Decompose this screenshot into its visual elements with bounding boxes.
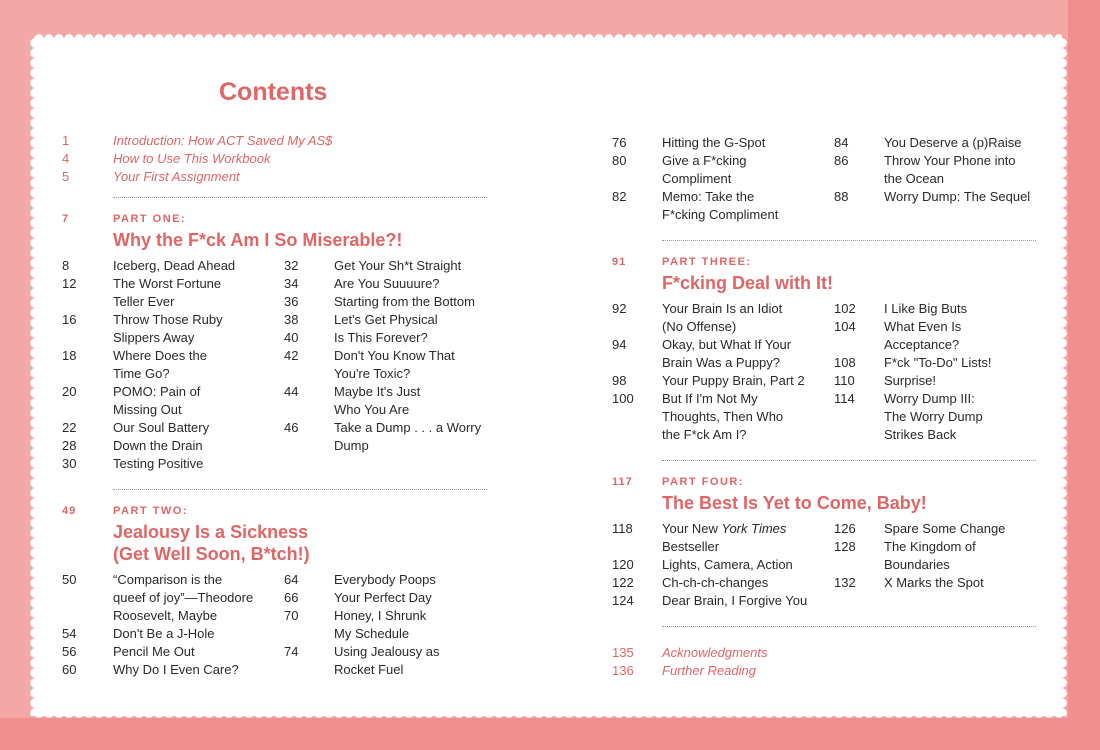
toc-page-number: 50 [62, 572, 77, 587]
toc-page-number: 108 [834, 355, 856, 370]
toc-entry[interactable]: Are You Suuuure? [334, 276, 440, 291]
toc-entry-acknowledgments[interactable]: Acknowledgments [662, 645, 768, 660]
toc-entry-text: Bestseller [662, 539, 720, 554]
toc-entry[interactable]: Memo: Take the F*cking Compliment [662, 189, 779, 222]
toc-entry[interactable]: Okay, but What If Your Brain Was a Puppy? [662, 337, 792, 370]
page-title: Contents [219, 78, 328, 106]
part-one-title[interactable]: Why the F*ck Am I So Miserable?! [113, 230, 403, 250]
toc-page-number: 135 [612, 645, 634, 660]
toc-page-number: 4 [62, 151, 70, 166]
toc-page-number: 124 [612, 593, 634, 608]
part-three-page: 91 [612, 256, 627, 268]
toc-entry[interactable]: Your Brain Is an Idiot (No Offense) [662, 301, 783, 334]
border-band-right [1068, 0, 1100, 750]
toc-page-number: 44 [284, 384, 299, 399]
toc-page-number: 60 [62, 662, 77, 677]
toc-page-number: 76 [612, 135, 627, 150]
toc-entry[interactable]: What Even Is Acceptance? [884, 319, 962, 352]
toc-entry[interactable]: Give a F*cking Compliment [662, 153, 747, 186]
toc-entry-text: Your New [662, 521, 722, 536]
toc-entry[interactable]: “Comparison is the queef of joy”—Theodore Roosevelt, Maybe [113, 572, 254, 623]
toc-entry[interactable]: Hitting the G-Spot [662, 135, 766, 150]
toc-entry[interactable]: Maybe It's Just Who You Are [334, 384, 421, 417]
toc-page-number: 40 [284, 330, 299, 345]
toc-page-number: 86 [834, 153, 849, 168]
part-four-label: PART FOUR: [662, 476, 745, 488]
toc-page-number: 100 [612, 391, 634, 406]
toc-entry[interactable]: Dear Brain, I Forgive You [662, 593, 808, 608]
toc-page-number: 42 [284, 348, 299, 363]
toc-page-number: 102 [834, 301, 856, 316]
toc-page-number: 84 [834, 135, 849, 150]
toc-page-number: 64 [284, 572, 299, 587]
toc-entry[interactable]: Starting from the Bottom [334, 294, 475, 309]
toc-entry[interactable]: I Like Big Buts [884, 301, 968, 316]
toc-page-number: 30 [62, 456, 77, 471]
toc-page-number: 46 [284, 420, 299, 435]
toc-page-number: 122 [612, 575, 634, 590]
toc-entry[interactable]: Don't Be a J-Hole [113, 626, 215, 641]
toc-page-number: 36 [284, 294, 299, 309]
toc-page-number: 12 [62, 276, 77, 291]
part-two-title-line2[interactable]: (Get Well Soon, B*tch!) [113, 544, 310, 564]
scallop-edge-bottom [34, 713, 1062, 721]
toc-entry[interactable]: The Kingdom of Boundaries [884, 539, 976, 572]
toc-entry[interactable]: Our Soul Battery [113, 420, 210, 435]
toc-page-number: 92 [612, 301, 627, 316]
toc-page-number: 8 [62, 258, 70, 273]
toc-page-number: 120 [612, 557, 634, 572]
toc-page-number: 54 [62, 626, 77, 641]
toc-page-number: 74 [284, 644, 299, 659]
toc-page-number: 32 [284, 258, 299, 273]
toc-page-number: 132 [834, 575, 856, 590]
toc-entry[interactable]: POMO: Pain of Missing Out [113, 384, 201, 417]
toc-page-number: 136 [612, 663, 634, 678]
toc-entry[interactable]: Let's Get Physical [334, 312, 438, 327]
toc-entry[interactable]: Ch-ch-ch-changes [662, 575, 769, 590]
dotted-divider [113, 197, 487, 198]
toc-entry[interactable]: X Marks the Spot [884, 575, 984, 590]
part-four-title[interactable]: The Best Is Yet to Come, Baby! [662, 493, 927, 513]
toc-page-number: 98 [612, 373, 627, 388]
toc-entry-introduction[interactable]: Introduction: How ACT Saved My AS$ [113, 133, 333, 148]
toc-page-number: 94 [612, 337, 627, 352]
toc-entry[interactable]: Everybody Poops [334, 572, 436, 587]
part-three-title[interactable]: F*cking Deal with It! [662, 273, 834, 293]
toc-entry[interactable]: Don't You Know That You're Toxic? [334, 348, 455, 381]
toc-page-number: 128 [834, 539, 856, 554]
toc-page-number: 82 [612, 189, 627, 204]
scallop-edge-top [34, 31, 1062, 39]
toc-entry[interactable]: Take a Dump . . . a Worry Dump [334, 420, 482, 453]
toc-page-number: 88 [834, 189, 849, 204]
dotted-divider [662, 240, 1036, 241]
part-one-label: PART ONE: [113, 213, 187, 225]
dotted-divider [662, 626, 1036, 627]
toc-entry[interactable]: But If I'm Not My Thoughts, Then Who the F*ck Am I? [662, 391, 784, 442]
toc-page-number: 34 [284, 276, 299, 291]
toc-entry[interactable]: Testing Positive [113, 456, 204, 471]
toc-page-number: 110 [834, 373, 855, 388]
toc-page-number: 20 [62, 384, 77, 399]
toc-entry[interactable]: You Deserve a (p)Raise [884, 135, 1022, 150]
toc-page-number: 38 [284, 312, 299, 327]
toc-entry[interactable]: Get Your Sh*t Straight [334, 258, 462, 273]
part-two-title-line1[interactable]: Jealousy Is a Sickness [113, 522, 309, 542]
toc-entry-further-reading[interactable]: Further Reading [662, 663, 756, 678]
toc-entry[interactable]: Lights, Camera, Action [662, 557, 793, 572]
toc-entry[interactable]: Pencil Me Out [113, 644, 195, 659]
toc-entry[interactable]: Down the Drain [113, 438, 203, 453]
part-three-label: PART THREE: [662, 256, 752, 268]
toc-page-number: 126 [834, 521, 856, 536]
toc-page-number: 56 [62, 644, 77, 659]
scallop-edge-right [1062, 38, 1070, 716]
toc-entry[interactable]: Spare Some Change [884, 521, 1006, 536]
toc-entry[interactable]: Worry Dump III: The Worry Dump Strikes Back [884, 391, 983, 442]
toc-entry[interactable]: Surprise! [884, 373, 937, 388]
toc-entry[interactable]: Using Jealousy as Rocket Fuel [334, 644, 440, 677]
border-band-bottom [0, 718, 1100, 750]
toc-entry[interactable]: Honey, I Shrunk My Schedule [334, 608, 427, 641]
dotted-divider [113, 489, 487, 490]
toc-entry[interactable]: Is This Forever? [334, 330, 428, 345]
toc-entry[interactable]: Your Perfect Day [334, 590, 432, 605]
toc-page-number: 66 [284, 590, 299, 605]
toc-page-number: 28 [62, 438, 77, 453]
toc-page-number: 70 [284, 608, 299, 623]
toc-page-number: 1 [62, 133, 70, 148]
toc-entry[interactable]: Throw Those Ruby Slippers Away [113, 312, 223, 345]
toc-entry[interactable]: The Worst Fortune Teller Ever [113, 276, 222, 309]
toc-entry[interactable]: F*ck "To-Do" Lists! [884, 355, 992, 370]
toc-page-number: 114 [834, 391, 855, 406]
part-two-page: 49 [62, 505, 77, 517]
toc-entry-italic-text: York Times [721, 521, 787, 536]
toc-entry-first-assignment[interactable]: Your First Assignment [113, 169, 240, 184]
toc-page-number: 16 [62, 312, 77, 327]
toc-entry[interactable]: Your Puppy Brain, Part 2 [662, 373, 805, 388]
part-one-page: 7 [62, 213, 70, 225]
toc-entry[interactable]: Throw Your Phone into the Ocean [884, 153, 1016, 186]
toc-page-number: 118 [612, 521, 633, 536]
toc-entry[interactable]: Worry Dump: The Sequel [884, 189, 1031, 204]
toc-page-number: 22 [62, 420, 77, 435]
toc-entry[interactable]: Iceberg, Dead Ahead [113, 258, 236, 273]
toc-page-number: 5 [62, 169, 70, 184]
toc-entry[interactable]: Why Do I Even Care? [113, 662, 239, 677]
toc-page-number: 80 [612, 153, 627, 168]
scallop-edge-left [27, 38, 35, 716]
toc-entry-how-to-use[interactable]: How to Use This Workbook [113, 151, 271, 166]
part-four-page: 117 [612, 476, 633, 488]
part-two-label: PART TWO: [113, 505, 189, 517]
toc-entry[interactable]: Where Does the Time Go? [113, 348, 207, 381]
toc-page-number: 18 [62, 348, 77, 363]
toc-page-number: 104 [834, 319, 856, 334]
dotted-divider [662, 460, 1036, 461]
toc-entry[interactable] [662, 520, 786, 556]
